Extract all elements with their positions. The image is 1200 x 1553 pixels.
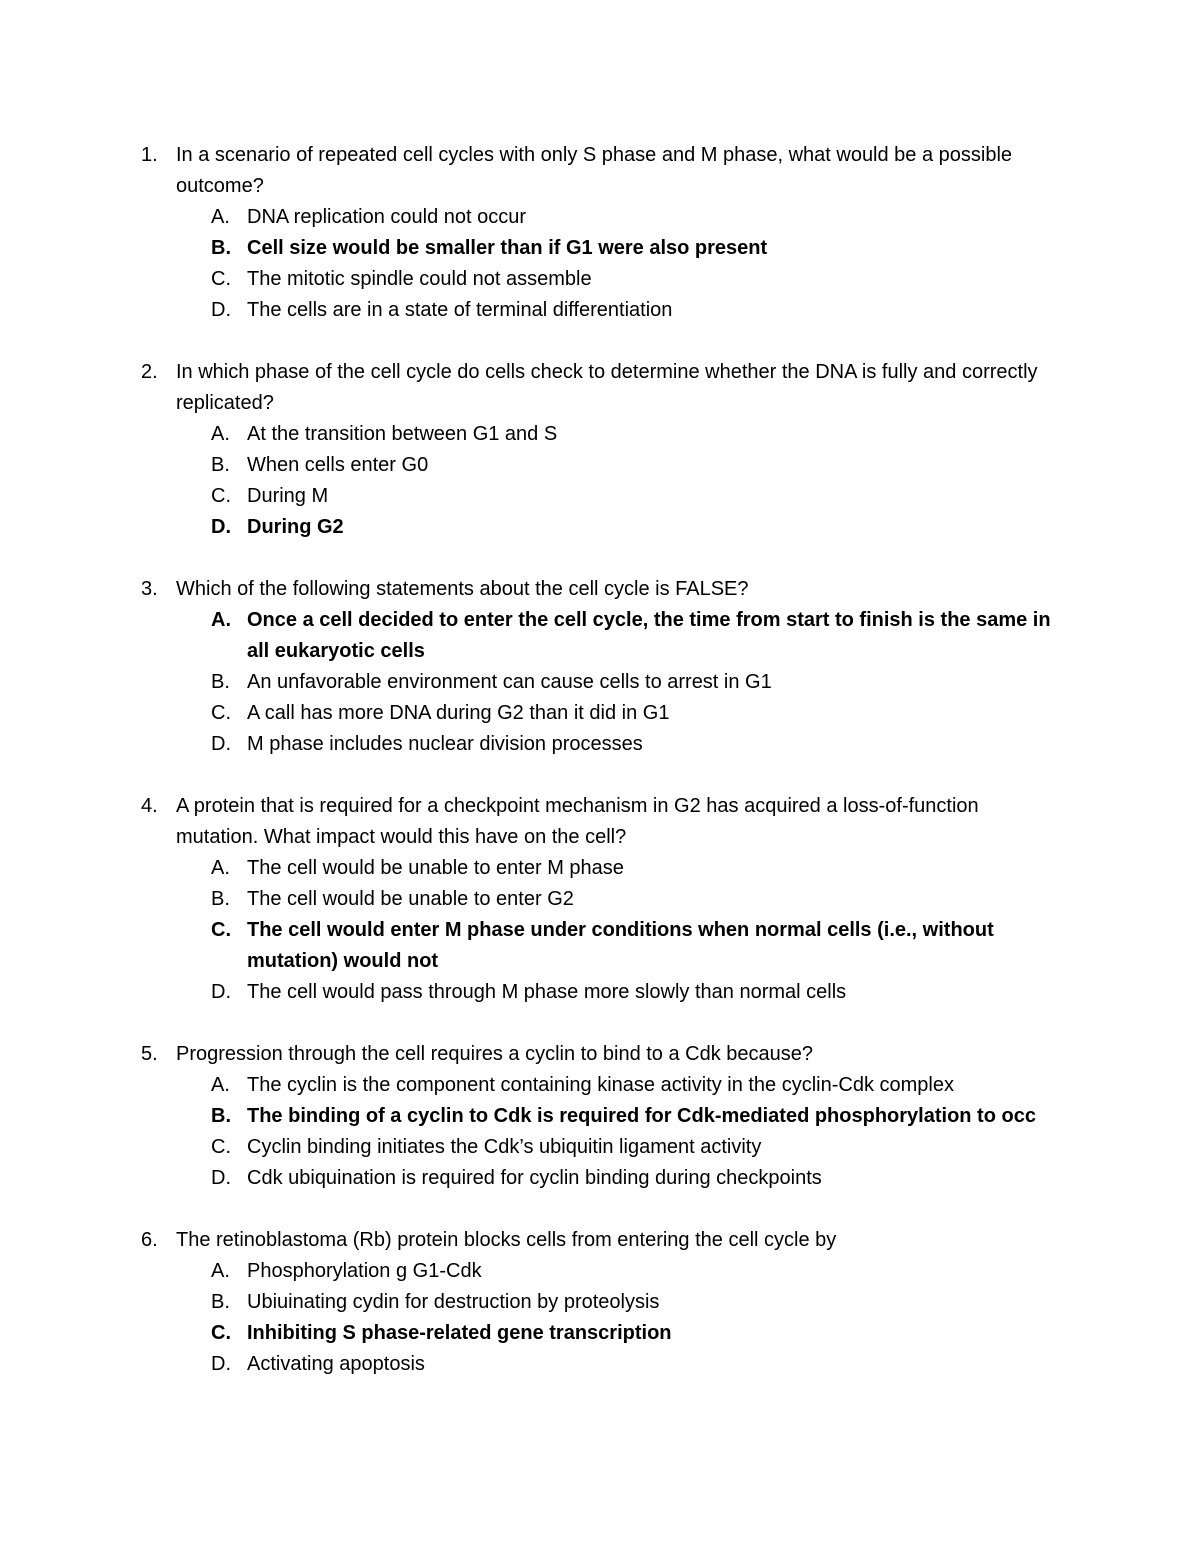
- question-text: A protein that is required for a checkpoint mechanism in G2 has acquired a loss-of-function mutation. What impact would this have on the cell?: [176, 795, 979, 848]
- option-letter: C.: [211, 1136, 231, 1158]
- option-letter: B.: [211, 888, 230, 910]
- option-text: A call has more DNA during G2 than it did in G1: [247, 702, 670, 724]
- option-c: [211, 698, 1067, 729]
- option-text: The cell would be unable to enter G2: [247, 888, 574, 910]
- question-text: Which of the following statements about the cell cycle is FALSE?: [176, 578, 749, 600]
- option-text: The cell would be unable to enter M phase: [247, 857, 624, 879]
- option-text: Cdk ubiquination is required for cyclin binding during checkpoints: [247, 1167, 822, 1189]
- option-c: [211, 915, 1067, 977]
- option-c: [211, 481, 1067, 512]
- option-d: [211, 1349, 1067, 1380]
- option-c: [211, 264, 1067, 295]
- option-text: Cyclin binding initiates the Cdk’s ubiquitin ligament activity: [247, 1136, 762, 1158]
- option-d: [211, 512, 1067, 543]
- option-a: [211, 605, 1067, 667]
- answer-options: [0, 419, 1200, 543]
- question-number: 4.: [141, 795, 158, 817]
- option-a: [211, 853, 1067, 884]
- option-text: Ubiuinating cydin for destruction by proteolysis: [247, 1291, 660, 1313]
- option-text: During G2: [247, 516, 344, 538]
- option-letter: C.: [211, 1322, 231, 1344]
- question-text: Progression through the cell requires a cyclin to bind to a Cdk because?: [176, 1043, 814, 1065]
- option-letter: D.: [211, 981, 231, 1003]
- question-1: [0, 140, 1200, 326]
- option-letter: A.: [211, 1260, 230, 1282]
- option-d: [211, 1163, 1067, 1194]
- option-letter: C.: [211, 919, 231, 941]
- option-text: At the transition between G1 and S: [247, 423, 558, 445]
- option-b: [211, 884, 1067, 915]
- answer-options: [0, 605, 1200, 760]
- option-text: Phosphorylation g G1-Cdk: [247, 1260, 482, 1282]
- question-5: [0, 1039, 1200, 1194]
- question-text: The retinoblastoma (Rb) protein blocks cells from entering the cell cycle by: [176, 1229, 837, 1251]
- option-letter: C.: [211, 268, 231, 290]
- option-text: The cell would pass through M phase more slowly than normal cells: [247, 981, 847, 1003]
- option-b: [211, 667, 1067, 698]
- option-letter: B.: [211, 1105, 231, 1127]
- option-text: Cell size would be smaller than if G1 were also present: [247, 237, 768, 259]
- option-letter: D.: [211, 1353, 231, 1375]
- option-text: The binding of a cyclin to Cdk is required for Cdk-mediated phosphorylation to occ: [247, 1105, 1036, 1127]
- question-2: [0, 357, 1200, 543]
- option-letter: B.: [211, 671, 230, 693]
- option-letter: A.: [211, 857, 230, 879]
- option-letter: D.: [211, 1167, 231, 1189]
- answer-options: [0, 202, 1200, 326]
- option-text: Once a cell decided to enter the cell cycle, the time from start to finish is the same in all eukaryotic cells: [247, 609, 1051, 662]
- question-6: [0, 1225, 1200, 1380]
- option-letter: A.: [211, 206, 230, 228]
- question-number: 5.: [141, 1043, 158, 1065]
- option-letter: D.: [211, 299, 231, 321]
- option-letter: D.: [211, 733, 231, 755]
- option-a: [211, 1256, 1067, 1287]
- question-text: In a scenario of repeated cell cycles with only S phase and M phase, what would be a possible outcome?: [176, 144, 1013, 197]
- option-letter: A.: [211, 609, 231, 631]
- option-letter: D.: [211, 516, 231, 538]
- option-c: [211, 1318, 1067, 1349]
- option-text: The mitotic spindle could not assemble: [247, 268, 592, 290]
- option-text: When cells enter G0: [247, 454, 429, 476]
- option-letter: C.: [211, 702, 231, 724]
- option-c: [211, 1132, 1067, 1163]
- option-d: [211, 977, 1067, 1008]
- question-3: [0, 574, 1200, 760]
- answer-options: [0, 1256, 1200, 1380]
- option-d: [211, 295, 1067, 326]
- option-letter: B.: [211, 454, 230, 476]
- option-text: The cyclin is the component containing kinase activity in the cyclin-Cdk complex: [247, 1074, 954, 1096]
- question-number: 6.: [141, 1229, 158, 1251]
- option-text: M phase includes nuclear division processes: [247, 733, 643, 755]
- option-text: The cells are in a state of terminal differentiation: [247, 299, 673, 321]
- option-d: [211, 729, 1067, 760]
- question-text: In which phase of the cell cycle do cells check to determine whether the DNA is fully and correctly replicated?: [176, 361, 1038, 414]
- option-a: [211, 202, 1067, 233]
- option-letter: C.: [211, 485, 231, 507]
- answer-options: [0, 853, 1200, 1008]
- option-text: An unfavorable environment can cause cells to arrest in G1: [247, 671, 772, 693]
- option-text: During M: [247, 485, 329, 507]
- question-number: 3.: [141, 578, 158, 600]
- question-number: 1.: [141, 144, 158, 166]
- question-number: 2.: [141, 361, 158, 383]
- option-text: Inhibiting S phase-related gene transcription: [247, 1322, 672, 1344]
- option-letter: B.: [211, 237, 231, 259]
- document-page: [0, 140, 1200, 1411]
- option-text: The cell would enter M phase under conditions when normal cells (i.e., without mutation) would not: [247, 919, 994, 972]
- option-a: [211, 1070, 1067, 1101]
- option-b: [211, 450, 1067, 481]
- option-letter: B.: [211, 1291, 230, 1313]
- answer-options: [0, 1070, 1200, 1194]
- option-letter: A.: [211, 1074, 230, 1096]
- option-a: [211, 419, 1067, 450]
- option-b: [211, 1101, 1067, 1132]
- option-text: Activating apoptosis: [247, 1353, 425, 1375]
- option-b: [211, 233, 1067, 264]
- option-letter: A.: [211, 423, 230, 445]
- question-4: [0, 791, 1200, 1008]
- option-b: [211, 1287, 1067, 1318]
- option-text: DNA replication could not occur: [247, 206, 527, 228]
